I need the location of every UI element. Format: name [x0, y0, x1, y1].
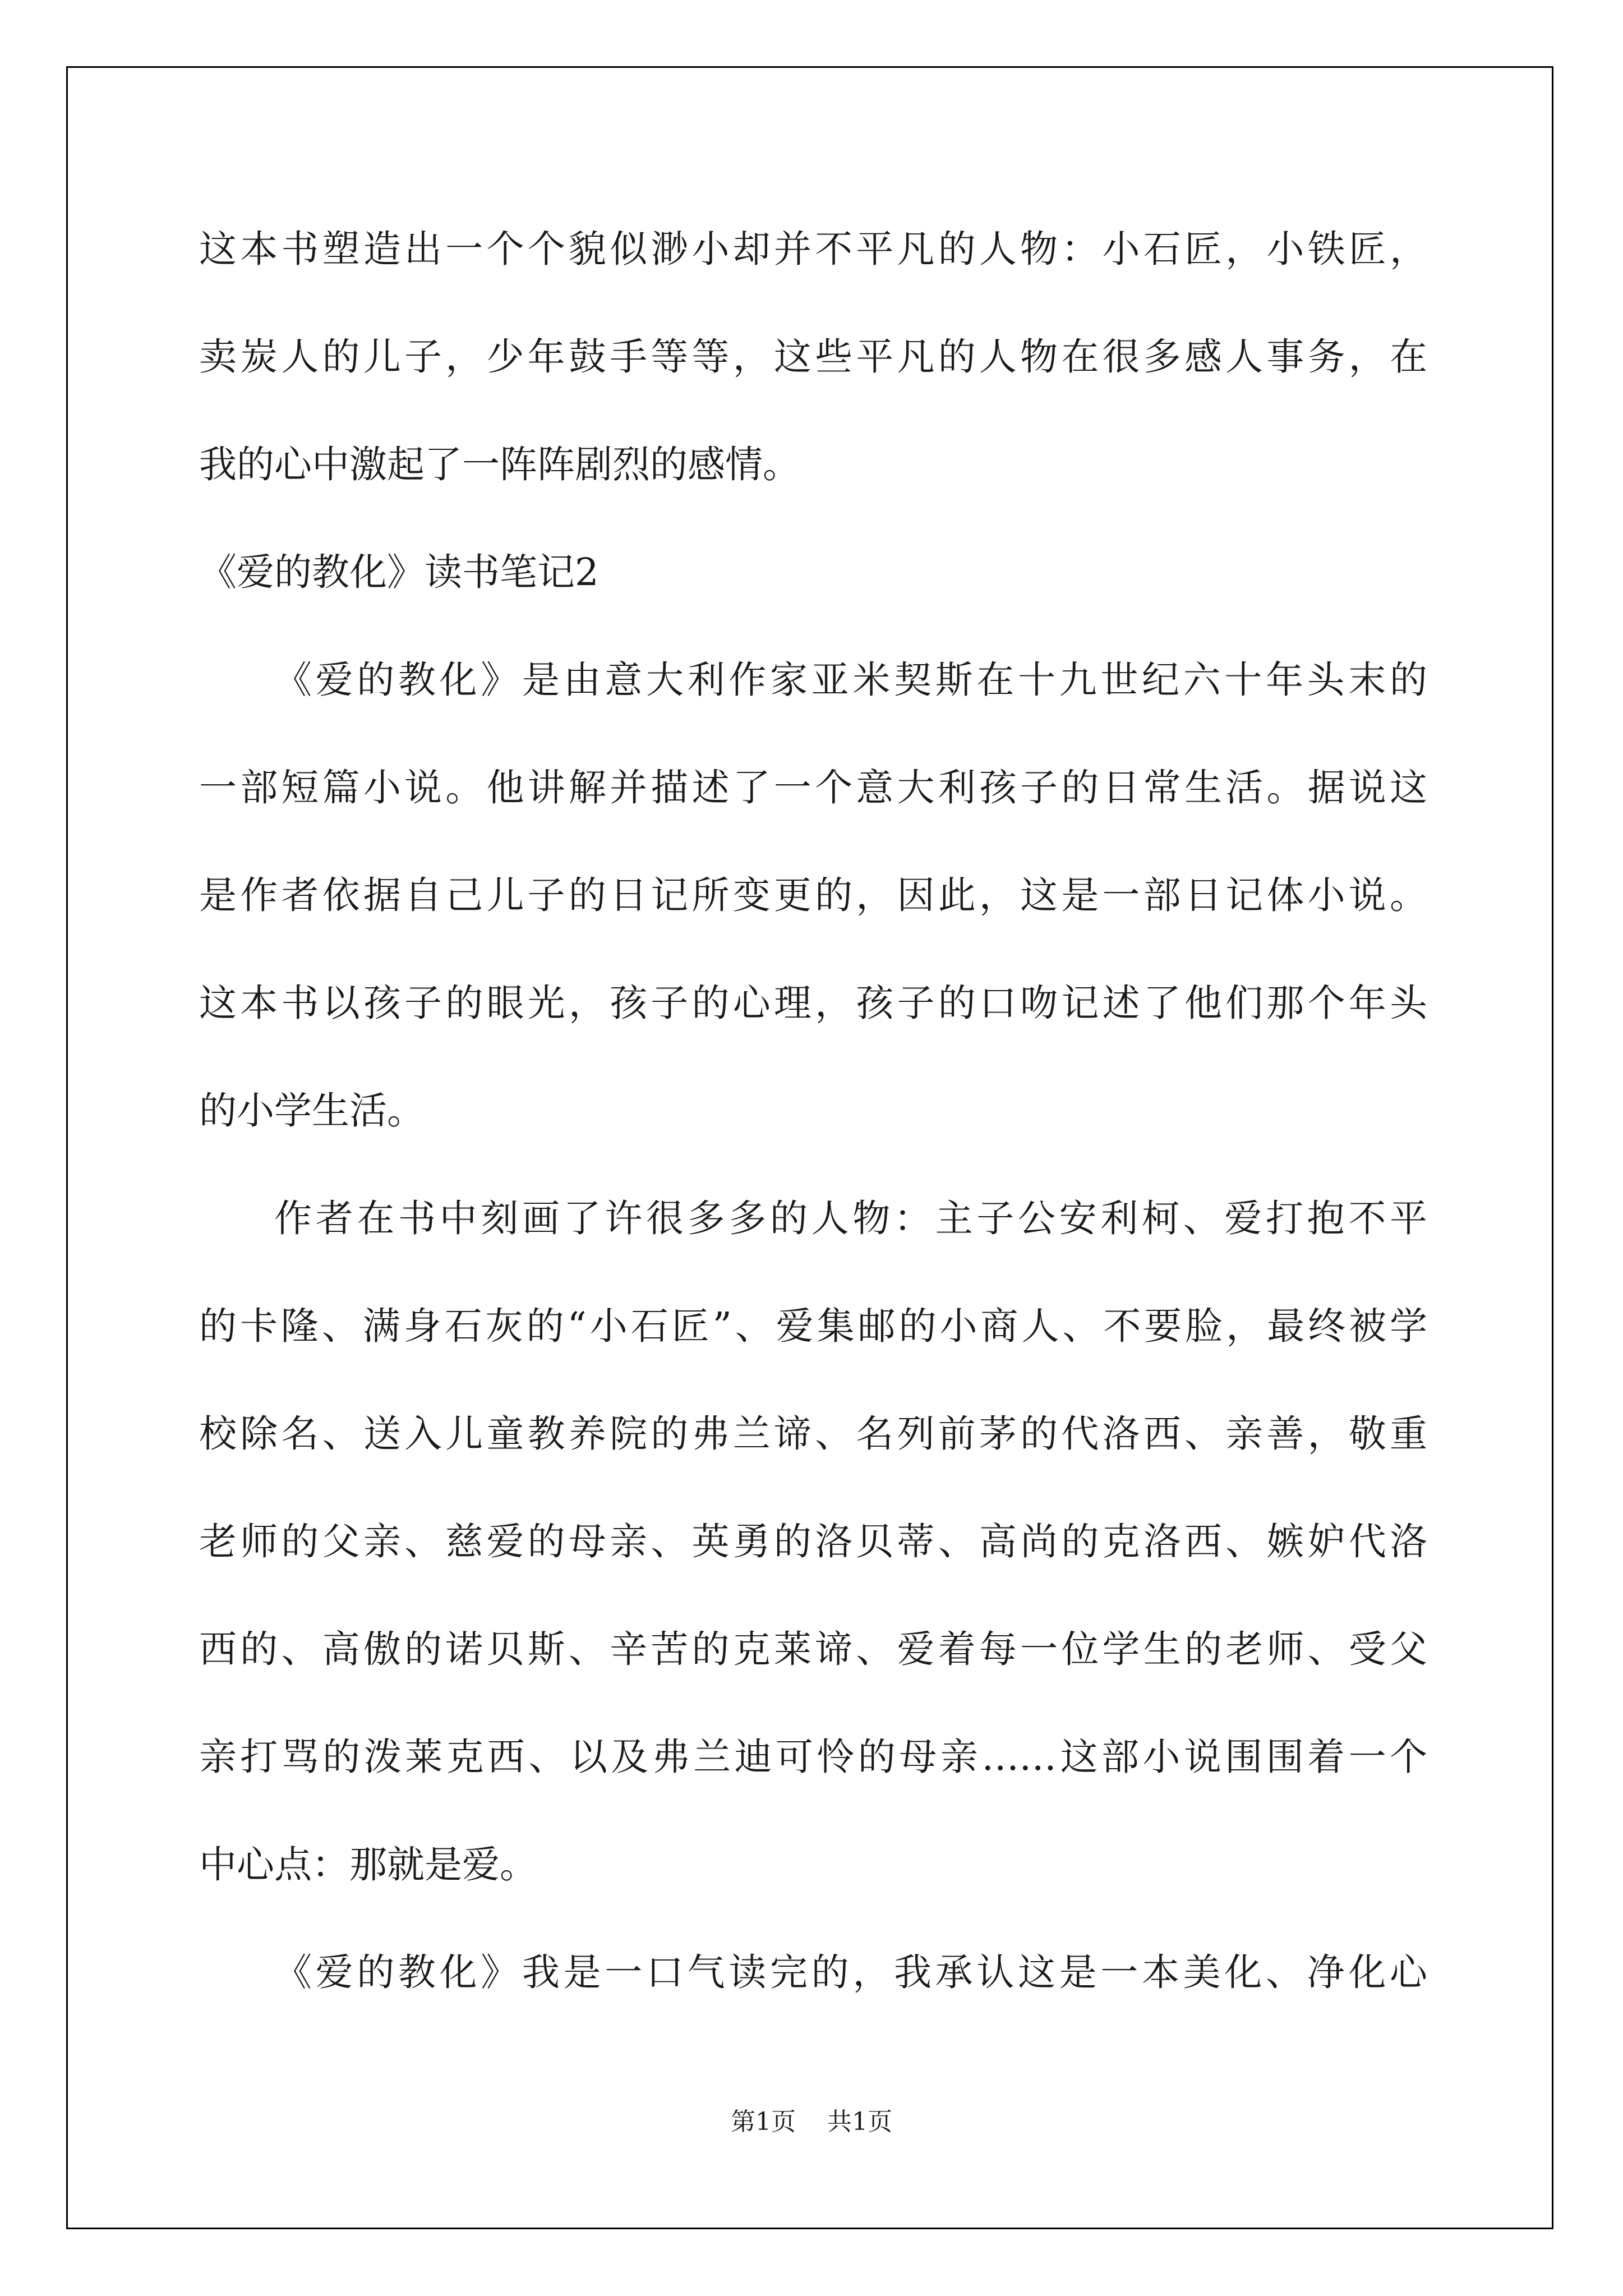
- paragraph-line: 《爱的教化》我是一口气读完的，我承认这是一本美化、净化心: [274, 1950, 1427, 1994]
- section-heading: 《爱的教化》读书笔记2: [199, 550, 599, 594]
- paragraph-line: 西的、高傲的诺贝斯、辛苦的克莱谛、爱着每一位学生的老师、受父: [199, 1627, 1427, 1671]
- paragraph-line: 老师的父亲、慈爱的母亲、英勇的洛贝蒂、高尚的克洛西、嫉妒代洛: [199, 1520, 1427, 1563]
- paragraph-line: 的小学生活。: [199, 1089, 425, 1133]
- page-number-footer: 第1页 共1页: [731, 2108, 892, 2136]
- page-border: [66, 66, 1553, 2229]
- paragraph-line: 卖炭人的儿子，少年鼓手等等，这些平凡的人物在很多感人事务，在: [199, 335, 1427, 379]
- paragraph-line: 是作者依据自己儿子的日记所变更的，因此，这是一部日记体小说。: [199, 873, 1427, 917]
- paragraph-line: 《爱的教化》是由意大利作家亚米契斯在十九世纪六十年头末的: [274, 658, 1427, 702]
- paragraph-line: 的卡隆、满身石灰的“小石匠”、爱集邮的小商人、不要脸，最终被学: [199, 1304, 1427, 1348]
- paragraph-line: 一部短篇小说。他讲解并描述了一个意大利孩子的日常生活。据说这: [199, 766, 1427, 809]
- paragraph-line: 亲打骂的泼莱克西、以及弗兰迪可怜的母亲……这部小说围围着一个: [199, 1735, 1427, 1779]
- paragraph-line: 中心点：那就是爱。: [199, 1843, 537, 1887]
- paragraph-line: 我的心中激起了一阵阵剧烈的感情。: [199, 443, 800, 486]
- paragraph-line: 作者在书中刻画了许很多多的人物：主子公安利柯、爱打抱不平: [274, 1197, 1427, 1240]
- paragraph-line: 这本书以孩子的眼光，孩子的心理，孩子的口吻记述了他们那个年头: [199, 981, 1427, 1025]
- paragraph-line: 这本书塑造出一个个貌似渺小却并不平凡的人物：小石匠，小铁匠，: [199, 227, 1427, 271]
- paragraph-line: 校除名、送入儿童教养院的弗兰谛、名列前茅的代洛西、亲善，敬重: [199, 1412, 1427, 1456]
